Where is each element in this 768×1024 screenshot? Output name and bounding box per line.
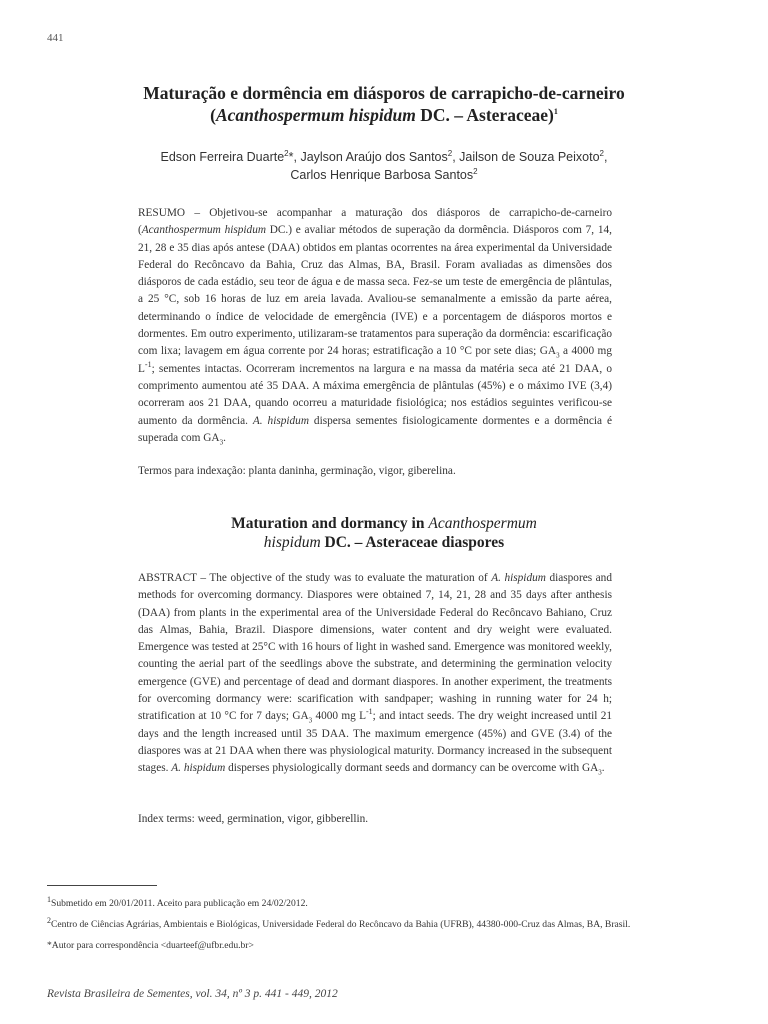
title-line-1: Maturação e dormência em diásporos de carrapicho-de-carneiro [143, 83, 625, 103]
footnotes [47, 893, 727, 956]
authors-line-2: Carlos Henrique Barbosa Santos$^2$ [290, 166, 478, 182]
article-title [60, 82, 708, 126]
title-line-2: (Acanthospermum hispidum DC. – Asteraceae)$^1$ [210, 105, 558, 125]
termos-indexacao: Termos para indexação: planta daninha, germinação, vigor, giberelina. [138, 465, 456, 477]
footnote-2: $^2$Centro de Ciências Agrárias, Ambientais e Biológicas, Universidade Federal do Recôncavo da Bahia (UFRB), 44380-000-Cruz das Almas, BA, Brasil. [47, 915, 631, 930]
footnote-3: *Autor para correspondência <duarteef@ufbr.edu.br> [47, 940, 254, 951]
journal-footer [47, 988, 338, 1000]
en-title-line-2: hispidum DC. – Asteraceae diaspores [263, 534, 505, 551]
authors-line-1: Edson Ferreira Duarte$^2$*, Jaylson Araújo dos Santos$^2$, Jailson de Souza Peixoto$^2$, [160, 148, 608, 164]
title-species: Acanthospermum hispidum [215, 105, 416, 125]
page-number: 441 [47, 32, 64, 44]
journal-details: , vol. 34, nº 3 p. 441 - 449, 2012 [189, 988, 338, 1000]
author-list [60, 148, 708, 184]
resumo-paragraph: RESUMO – Objetivou-se acompanhar a maturação dos diásporos de carrapicho-de-carneiro (Acanthospermum hispidum DC.) e avaliar métodos de superação da dormência. Diásporos com 7, 14, 21, 28 e 35 dias após antese (DAA) obtidos em plantas ocorrentes na área experimental da Universidade Federal do Recôncavo da Bahia, Cruz das Almas, BA, Brasil. Foram avaliadas as dimensões dos diásporos de cada estádio, seu teor de água e de massa seca. Fez-se um teste de emergência de plântulas, a 25 °C, sob 16 horas de luz em areia lavada. Avaliou-se semanalmente a emissão da parte aérea, determinando o índice de velocidade de emergência (IVE) e a porcentagem de diásporos mortos e dormentes. Em outro experimento, utilizaram-se tratamentos para superação da dormência: escarificação com lixa; lavagem em água corrente por 24 horas; estratificação a 10 °C por sete dias; $GA_3$ a 4000 mg $L^{-1}$; sementes intactas. Ocorreram incrementos na largura e na massa da matéria seca até 21 DAA, o comprimento aumentou até 35 DAA. A máxima emergência de plântulas (45%) e o máximo IVE (3,4) ocorreram aos 21 DAA, quando ocorreu a maturidade fisiológica; nos estádios seguintes verificou-se aumento da dormência. A. hispidum dispersa sementes fisiologicamente dormentes e a dormência é superada com $GA_3$. [138, 207, 612, 447]
english-title [120, 514, 648, 552]
footnote-1: $^1$Submetido em 20/01/2011. Aceito para publicação em 24/02/2012. [47, 894, 308, 909]
abstract-paragraph: ABSTRACT – The objective of the study was to evaluate the maturation of A. hispidum diaspores and methods for overcoming dormancy. Diaspores were obtained 7, 14, 21, 28 and 35 days after anthesis (DAA) from plants in the experimental area of the Universidade Federal do Recôncavo Bahiano, Cruz das Almas, Bahia, Brazil. Diaspore dimensions, water content and dry weight were evaluated. Emergence was tested at 25°C with 16 hours of light in washed sand. Emergence was monitored weekly, counting the aerial part of the seedlings above the substrate, and determining the germination velocity emergence (GVE) and percentage of dead and dormant diaspores. In another experiment, the treatments for overcoming dormancy were: scarification with sandpaper; washing in running water for 24 h; stratification at 10 °C for 7 days; $GA_3$ 4000 mg $L^{-1}$; and intact seeds. The dry weight increased until 21 days and the length increased until 35 DAA. The maximum emergence (45%) and GVE (3.4) of the diaspores was at 21 DAA when there was physiological maturity. Dormancy increased in the subsequent stages. A. hispidum disperses physiologically dormant seeds and dormancy can be overcome with $GA_3$. [138, 572, 612, 777]
footnote-divider [47, 885, 157, 886]
journal-name: Revista Brasileira de Sementes [47, 988, 190, 1000]
en-title-line-1: Maturation and dormancy in Acanthospermum [231, 515, 537, 532]
index-terms: Index terms: weed, germination, vigor, gibberellin. [138, 813, 369, 825]
